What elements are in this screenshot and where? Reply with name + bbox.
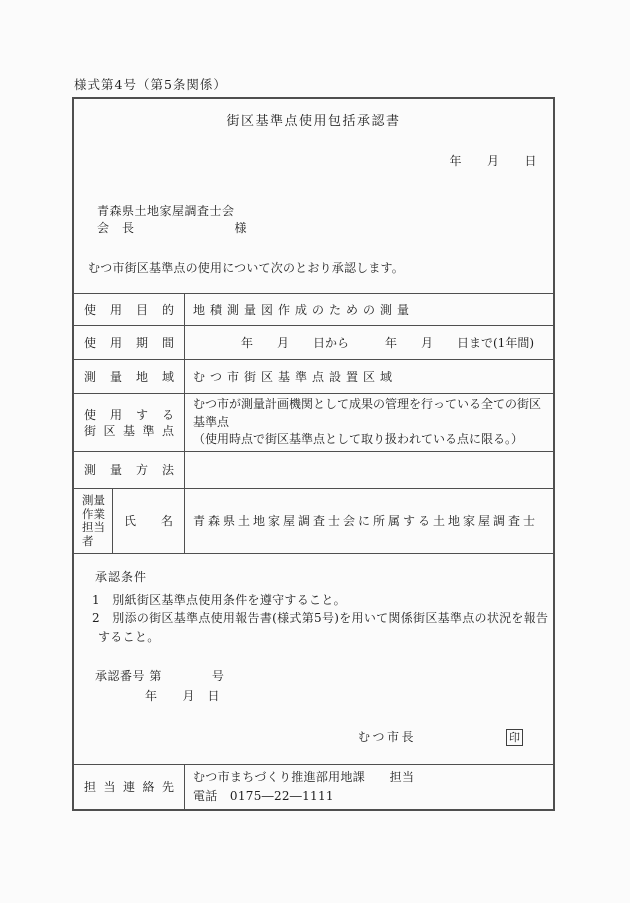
period-value: 年 月 日から 年 月 日まで(1年間) — [193, 335, 535, 350]
points-value-note: （使用時点で街区基準点として取り扱われている点に限る。） — [193, 432, 524, 447]
surveyor-group-label-line2: 作 業 — [82, 506, 105, 521]
addressee-role-line: 会 長 様 — [97, 221, 248, 235]
table-row-method — [74, 451, 553, 488]
table-row-contact — [74, 764, 553, 809]
purpose-value: 地積測量図作成のための測量 — [193, 302, 415, 317]
area-label-cell — [74, 360, 185, 393]
period-label: 使 用 期 間 — [84, 335, 174, 350]
table-row-period — [74, 325, 553, 359]
area-label: 測 量 地 域 — [84, 369, 174, 384]
mayor-name: むつ市長 — [358, 730, 417, 744]
contact-value-cell — [185, 765, 553, 809]
purpose-label-cell — [74, 294, 185, 325]
points-value-cell — [185, 394, 553, 451]
table-row-area — [74, 359, 553, 393]
purpose-value-cell — [185, 294, 553, 325]
approval-number-line: 承認番号 第 号 — [95, 669, 225, 683]
approval-date-line: 年 月 日 — [145, 689, 221, 703]
surveyor-name-label-cell — [113, 489, 185, 553]
surveyor-group-label-line4: 者 — [82, 533, 94, 548]
period-label-cell — [74, 326, 185, 359]
period-value-cell — [185, 326, 553, 359]
contact-office-line: むつ市まちづくり推進部用地課 担当 — [193, 770, 415, 784]
points-label-line1: 使 用 す る — [84, 407, 174, 422]
surveyor-name-label: 氏 名 — [124, 514, 173, 528]
condition-item-2: 2 別添の街区基準点使用報告書(様式第5号)を用いて関係街区基準点の状況を報告すること。 — [92, 611, 549, 644]
seal-stamp-icon: 印 — [506, 729, 523, 746]
area-value-cell — [185, 360, 553, 393]
intro-text: むつ市街区基準点の使用について次のとおり承認します。 — [88, 261, 405, 275]
condition-item-1: 1 別紙街区基準点使用条件を遵守すること。 — [92, 593, 346, 607]
surveyor-group-label-line3: 担 当 — [82, 520, 105, 534]
method-value-cell — [185, 452, 553, 488]
surveyor-value-cell — [185, 489, 553, 553]
surveyor-group-label-line1: 測 量 — [82, 493, 105, 507]
issue-date-line: 年 月 日 — [449, 154, 537, 168]
contact-label-cell — [74, 765, 185, 809]
method-label: 測 量 方 法 — [84, 463, 174, 477]
points-label-cell — [74, 394, 185, 451]
approval-form-box — [72, 97, 555, 811]
table-row-purpose — [74, 293, 553, 325]
form-header — [74, 99, 553, 293]
points-value-main: むつ市が測量計画機関として成果の管理を行っている全ての街区基準点 — [193, 397, 542, 429]
contact-label: 担 当 連 絡 先 — [84, 780, 174, 794]
form-number-note: 様式第4号（第5条関係） — [74, 77, 227, 92]
addressee-org: 青森県土地家屋調査士会 — [97, 204, 235, 218]
conditions-title: 承認条件 — [95, 570, 148, 584]
form-title: 街区基準点使用包括承認書 — [226, 114, 401, 129]
approval-section — [74, 553, 553, 764]
table-row-points — [74, 393, 553, 451]
contact-phone-line: 電話 0175―22―1111 — [193, 789, 334, 803]
surveyor-value: 青森県土地家屋調査士会に所属する土地家屋調査士 — [193, 514, 539, 528]
points-label-line2: 街 区 基 準 点 — [84, 423, 174, 438]
table-row-surveyor — [74, 488, 553, 553]
purpose-label: 使 用 目 的 — [84, 302, 174, 317]
method-label-cell — [74, 452, 185, 488]
area-value: むつ市街区基準点設置区域 — [193, 369, 398, 384]
surveyor-group-label-cell — [74, 489, 113, 553]
